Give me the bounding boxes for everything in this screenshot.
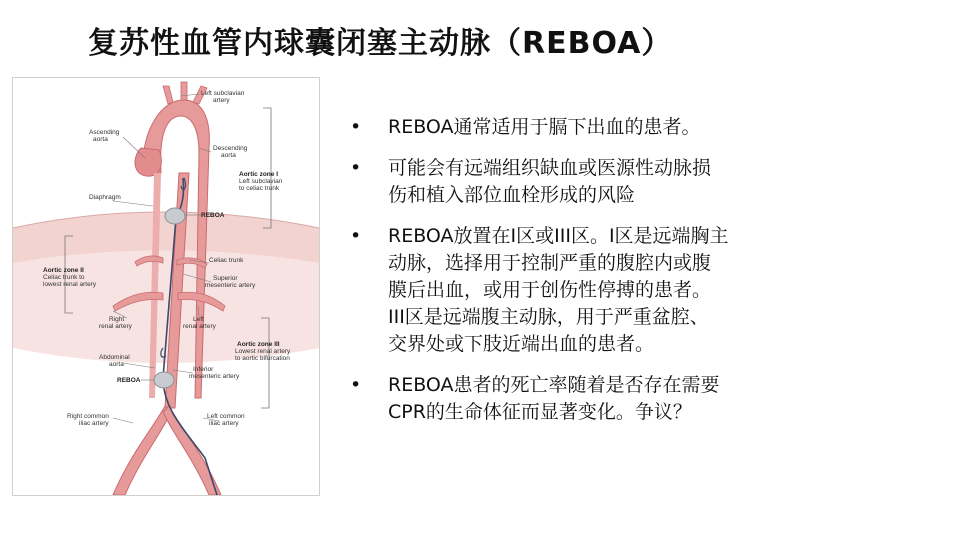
bullet-item <box>350 155 810 209</box>
bullet-line: REBOA通常适用于膈下出血的患者。 <box>388 116 701 138</box>
label-ascending-aorta: Ascending aorta <box>89 129 120 143</box>
bullet-list <box>350 114 810 440</box>
bullet-line: 动脉，选择用于控制严重的腹腔内或腹 <box>388 252 712 274</box>
bullet-item <box>350 372 810 426</box>
label-celiac-trunk: Celiac trunk <box>209 257 244 264</box>
bullet-line: REBOA放置在I区或III区。I区是远端胸主 <box>388 225 729 247</box>
bullet-line: 膜后出血，或用于创伤性停搏的患者。 <box>388 279 712 301</box>
bullet-line: III区是远端腹主动脉，用于严重盆腔、 <box>388 306 709 328</box>
label-diaphragm: Diaphragm <box>89 194 121 201</box>
right-iliac-artery <box>113 406 171 495</box>
label-left-renal: Left renal artery <box>183 316 216 330</box>
label-reboa-upper: REBOA <box>201 212 225 219</box>
label-descending-aorta: Descending aorta <box>213 145 248 159</box>
bullet-marker: • <box>350 225 362 247</box>
bullet-marker: • <box>350 157 362 179</box>
reboa-balloon-upper <box>165 208 185 224</box>
label-superior-mesenteric: Superior mesenteric artery <box>205 275 256 289</box>
reboa-anatomy-figure <box>12 77 320 496</box>
label-zone2: Aortic zone II Celiac trunk to lowest renal artery <box>43 267 97 288</box>
slide-title: 复苏性血管内球囊闭塞主动脉（REBOA） <box>88 26 673 61</box>
label-inferior-mesenteric: Inferior mesenteric artery <box>189 366 240 380</box>
label-left-subclavian: Left subclavian artery <box>201 90 245 104</box>
label-reboa-lower: REBOA <box>117 377 141 384</box>
bullet-item <box>350 114 810 141</box>
bullet-line: REBOA患者的死亡率随着是否存在需要 <box>388 374 720 396</box>
bullet-line: 伤和植入部位血栓形成的风险 <box>388 184 636 206</box>
bullet-marker: • <box>350 374 362 396</box>
bullet-line: 交界处或下肢近端出血的患者。 <box>388 333 655 355</box>
label-right-renal: Right renal artery <box>99 316 132 330</box>
label-left-iliac: Left common iliac artery <box>207 413 245 427</box>
label-right-iliac: Right common iliac artery <box>67 413 109 427</box>
label-zone1: Aortic zone I Left subclavian to celiac trunk <box>239 171 283 192</box>
bullet-line: CPR的生命体征而显著变化。争议？ <box>388 401 692 423</box>
reboa-balloon-lower <box>154 372 174 388</box>
bullet-marker: • <box>350 116 362 138</box>
bullet-line: 可能会有远端组织缺血或医源性动脉损 <box>388 157 712 179</box>
bullet-item <box>350 223 810 358</box>
label-zone3: Aortic zone III Lowest renal artery to aortic bifurcation <box>235 341 291 362</box>
label-abdominal-aorta: Abdominal aorta <box>99 354 130 368</box>
